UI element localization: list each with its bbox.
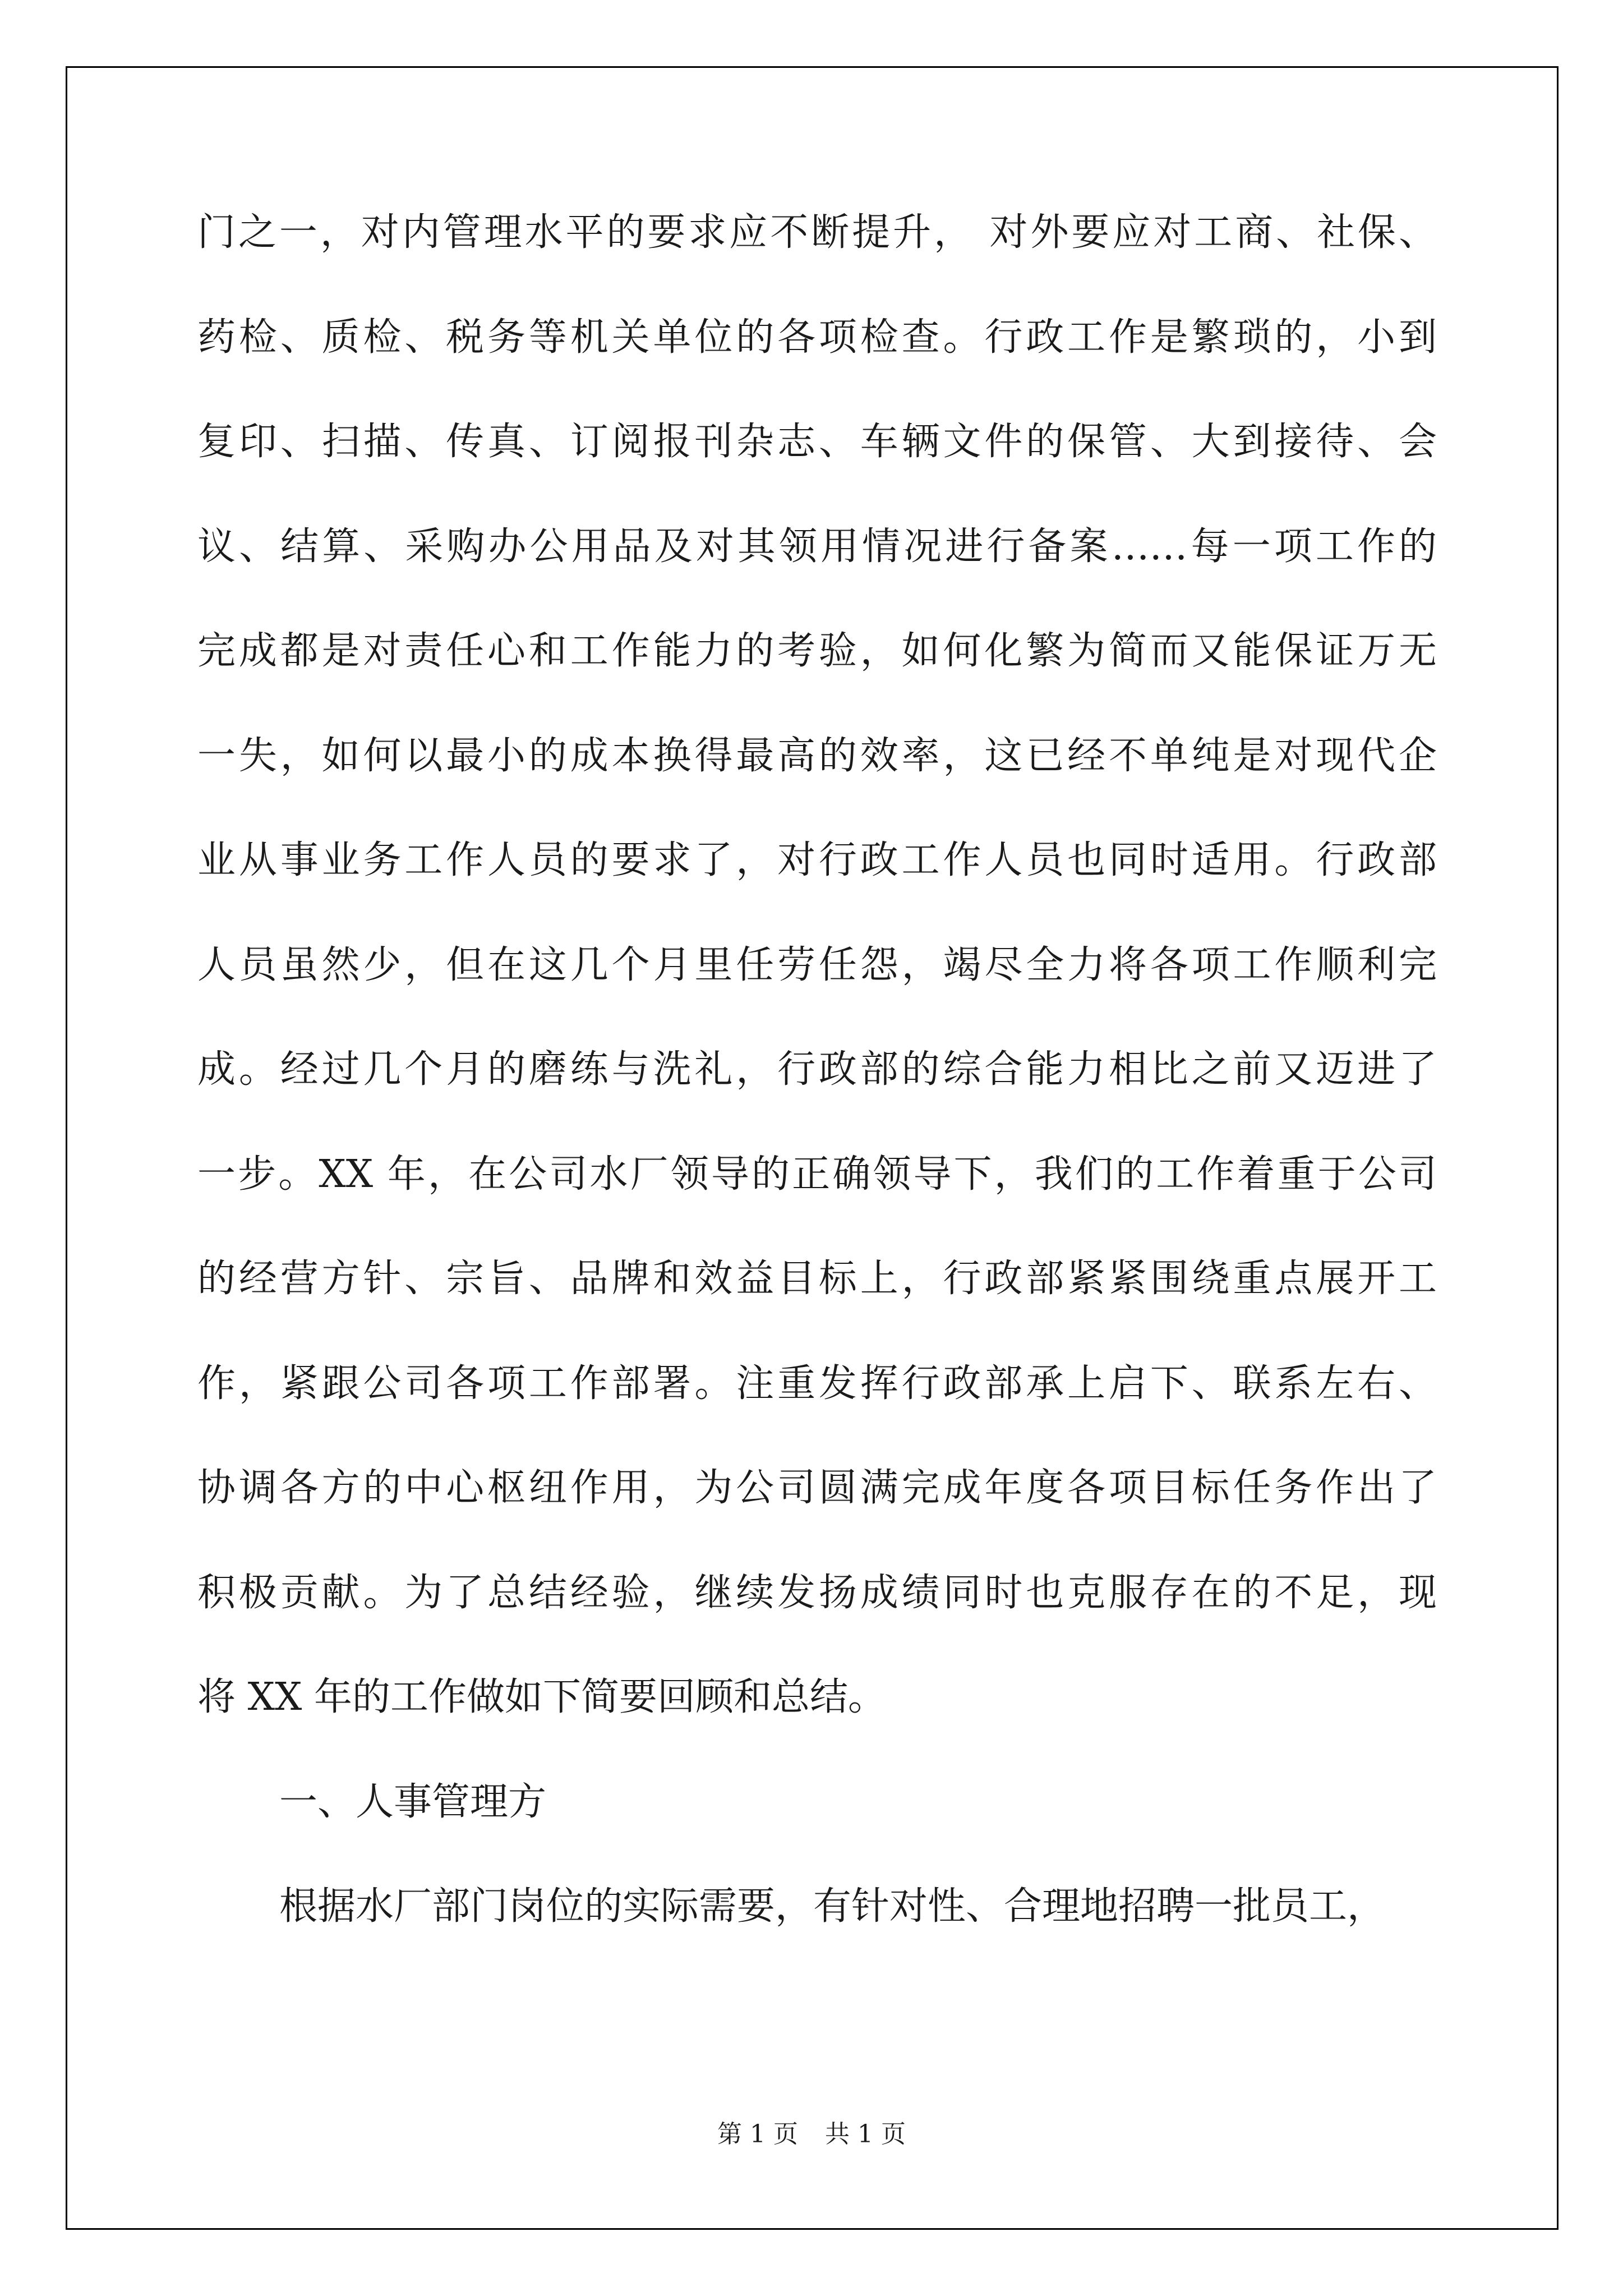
text-line: 药检、质检、税务等机关单位的各项检查。行政工作是繁琐的，小到: [197, 315, 1437, 360]
text-line: 业从事业务工作人员的要求了，对行政工作人员也同时适用。行政部: [197, 838, 1437, 882]
text-line: 门之一，对内管理水平的要求应不断提升， 对外要应对工商、社保、: [197, 210, 1437, 255]
text-line: 将 XX 年的工作做如下简要回顾和总结。: [197, 1675, 887, 1719]
text-line: 作，紧跟公司各项工作部署。注重发挥行政部承上启下、联系左右、: [197, 1361, 1437, 1406]
text-line: 一失，如何以最小的成本换得最高的效率，这已经不单纯是对现代企: [197, 733, 1437, 778]
text-line: 一步。XX 年，在公司水厂领导的正确领导下，我们的工作着重于公司: [197, 1152, 1437, 1197]
text-line: 成。经过几个月的磨练与洗礼，行政部的综合能力相比之前又迈进了: [197, 1047, 1437, 1092]
text-line: 积极贡献。为了总结经验，继续发扬成绩同时也克服存在的不足，现: [197, 1570, 1437, 1615]
text-line: 人员虽然少，但在这几个月里任劳任怨，竭尽全力将各项工作顺利完: [197, 942, 1437, 987]
text-line: 的经营方针、宗旨、品牌和效益目标上，行政部紧紧围绕重点展开工: [197, 1257, 1437, 1301]
page-footer: [0, 2114, 1623, 2150]
total-pages: 共 1 页: [825, 2120, 906, 2148]
text-line: 协调各方的中心枢纽作用，为公司圆满完成年度各项目标任务作出了: [197, 1466, 1437, 1510]
section-heading: 一、人事管理方: [279, 1779, 547, 1824]
text-line: 根据水厂部门岗位的实际需要，有针对性、合理地招聘一批员工，: [279, 1884, 1386, 1929]
text-line: 议、结算、采购办公用品及对其领用情况进行备案……每一项工作的: [197, 524, 1437, 569]
page-number: 第 1 页: [717, 2120, 798, 2148]
text-line: 复印、扫描、传真、订阅报刊杂志、车辆文件的保管、大到接待、会: [197, 420, 1437, 464]
text-line: 完成都是对责任心和工作能力的考验，如何化繁为简而又能保证万无: [197, 629, 1437, 673]
document-body: [197, 181, 1437, 1959]
